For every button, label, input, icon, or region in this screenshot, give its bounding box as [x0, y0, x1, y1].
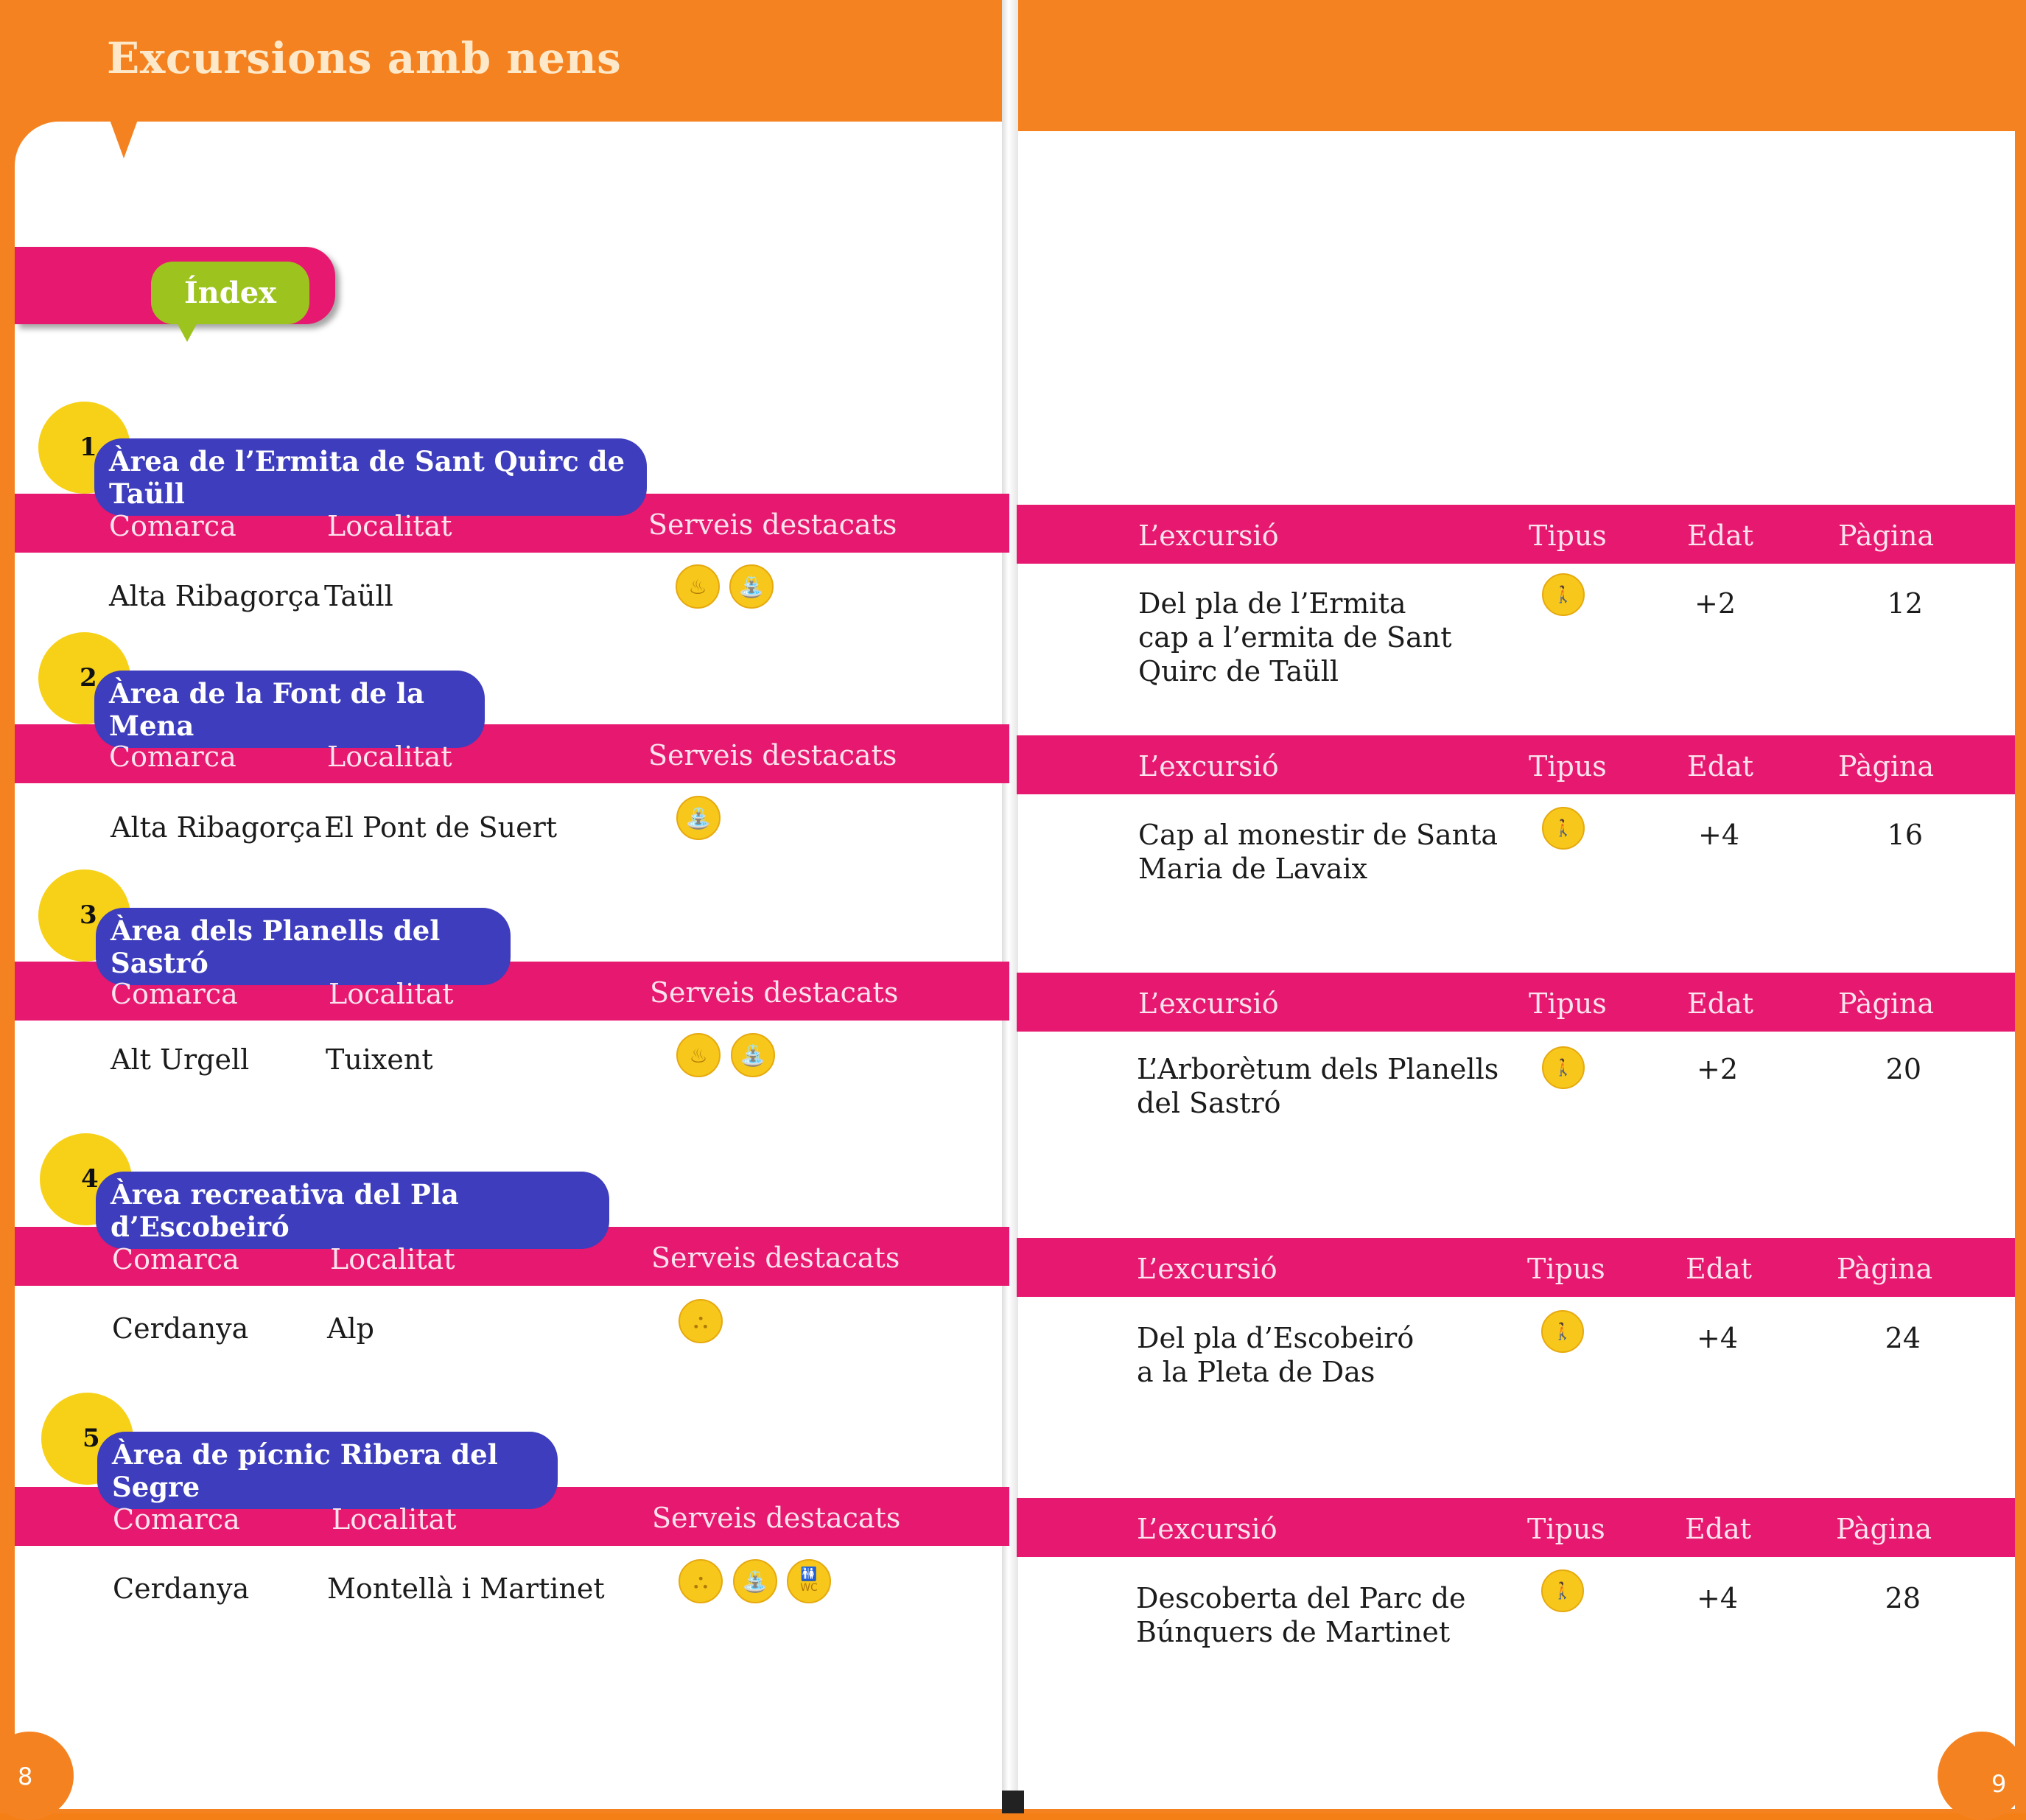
column-header-comarca: Comarca: [109, 510, 236, 542]
area-number: 3: [80, 900, 97, 930]
column-header-pagina: Pàgina: [1838, 987, 1935, 1020]
excursio-line: del Sastró: [1137, 1087, 1281, 1119]
area-number: 1: [80, 433, 97, 462]
page-number-right: 9: [1991, 1770, 2007, 1798]
barbecue-icon: ♨: [676, 564, 720, 609]
area-name: Àrea de l’Ermita de Sant Quirc de Taüll: [94, 438, 647, 516]
column-header-edat: Edat: [1686, 1253, 1752, 1285]
column-header-comarca: Comarca: [109, 741, 236, 773]
column-header-edat: Edat: [1685, 1513, 1751, 1545]
column-header-excursio: L’excursió: [1138, 987, 1279, 1020]
index-label-tail: [177, 323, 197, 342]
column-header-tipus: Tipus: [1527, 1513, 1605, 1545]
column-header-comarca: Comarca: [111, 978, 238, 1010]
excursio-line: Cap al monestir de Santa: [1138, 819, 1499, 851]
excursio-line: Del pla d’Escobeiró: [1137, 1322, 1415, 1354]
column-header-localitat: Localitat: [329, 978, 454, 1010]
excursio-line: a la Pleta de Das: [1137, 1356, 1375, 1388]
wc-icon: 🚻 WC: [787, 1559, 831, 1603]
comarca-value: Alt Urgell: [111, 1043, 250, 1076]
area-name: Àrea dels Planells del Sastró: [96, 908, 511, 985]
localitat-value: Taüll: [324, 580, 393, 612]
localitat-value: Montellà i Martinet: [327, 1572, 605, 1605]
title-tail: [109, 118, 139, 158]
index-label: Índex: [151, 262, 309, 324]
right-page: [1013, 131, 2015, 1809]
column-header-serveis: Serveis destacats: [651, 1242, 900, 1274]
page-title: Excursions amb nens: [107, 33, 622, 83]
fountain-icon: ⛲: [676, 796, 721, 840]
excursio-line: cap a l’ermita de Sant: [1138, 621, 1452, 654]
column-header-localitat: Localitat: [327, 741, 452, 773]
area-name: Àrea de pícnic Ribera del Segre: [97, 1432, 558, 1509]
barbecue-icon: ♨: [676, 1033, 721, 1077]
column-header-edat: Edat: [1687, 750, 1753, 783]
binding-shadow: [1002, 1791, 1024, 1813]
column-header-serveis: Serveis destacats: [648, 739, 897, 771]
column-header-excursio: L’excursió: [1138, 750, 1279, 783]
column-header-pagina: Pàgina: [1837, 1253, 1933, 1285]
localitat-value: Tuixent: [326, 1043, 433, 1076]
pagina-value: 20: [1885, 1053, 1921, 1085]
page-number-left: 8: [18, 1763, 33, 1791]
area-name: Àrea recreativa del Pla d’Escobeiró: [96, 1172, 609, 1249]
fountain-icon: ⛲: [731, 1033, 775, 1077]
excursio-line: L’Arborètum dels Planells: [1137, 1053, 1499, 1085]
column-header-tipus: Tipus: [1527, 1253, 1605, 1285]
pagina-value: 16: [1887, 819, 1923, 851]
edat-value: +2: [1697, 1053, 1739, 1085]
column-header-localitat: Localitat: [332, 1503, 457, 1536]
area-number: 4: [81, 1164, 99, 1194]
fountain-icon: ⛲: [729, 564, 774, 609]
column-header-serveis: Serveis destacats: [648, 508, 897, 541]
column-header-edat: Edat: [1687, 519, 1753, 552]
column-header-pagina: Pàgina: [1836, 1513, 1932, 1545]
column-header-excursio: L’excursió: [1137, 1253, 1277, 1285]
column-header-tipus: Tipus: [1529, 987, 1607, 1020]
edat-value: +4: [1697, 1322, 1739, 1354]
column-header-tipus: Tipus: [1529, 519, 1607, 552]
area-number: 5: [83, 1424, 100, 1453]
pagina-value: 28: [1885, 1582, 1921, 1614]
pagina-value: 12: [1887, 587, 1923, 620]
column-header-comarca: Comarca: [112, 1243, 239, 1275]
excursio-line: Del pla de l’Ermita: [1138, 587, 1406, 620]
excursio-line: Maria de Lavaix: [1138, 853, 1368, 885]
area-number: 2: [80, 663, 97, 693]
family-hiking-icon: 🚶: [1541, 1310, 1584, 1353]
comarca-value: Cerdanya: [112, 1312, 249, 1345]
excursio-line: Quirc de Taüll: [1138, 655, 1339, 687]
fountain-icon: ⛲: [733, 1559, 777, 1603]
family-hiking-icon: 🚶: [1542, 807, 1585, 850]
edat-value: +4: [1697, 1582, 1739, 1614]
column-header-edat: Edat: [1687, 987, 1753, 1020]
edat-value: +2: [1694, 587, 1736, 620]
column-header-pagina: Pàgina: [1838, 750, 1935, 783]
family-hiking-icon: 🚶: [1542, 573, 1585, 616]
column-header-pagina: Pàgina: [1838, 519, 1935, 552]
comarca-value: Alta Ribagorça: [111, 811, 322, 844]
comarca-value: Cerdanya: [113, 1572, 250, 1605]
column-header-localitat: Localitat: [327, 510, 452, 542]
pagina-value: 24: [1885, 1322, 1921, 1354]
column-header-excursio: L’excursió: [1138, 519, 1279, 552]
area-name: Àrea de la Font de la Mena: [94, 671, 485, 748]
family-hiking-icon: 🚶: [1542, 1046, 1585, 1089]
page-corner-right: [1938, 1732, 2026, 1820]
edat-value: +4: [1698, 819, 1740, 851]
localitat-value: El Pont de Suert: [324, 811, 558, 844]
excursio-line: Descoberta del Parc de: [1136, 1582, 1466, 1614]
comarca-value: Alta Ribagorça: [109, 580, 320, 612]
column-header-serveis: Serveis destacats: [652, 1502, 901, 1534]
column-header-comarca: Comarca: [113, 1503, 240, 1536]
playground-icon: ⛬: [679, 1559, 723, 1603]
playground-icon: ⛬: [679, 1299, 723, 1343]
column-header-localitat: Localitat: [330, 1243, 455, 1275]
localitat-value: Alp: [327, 1312, 374, 1345]
column-header-tipus: Tipus: [1529, 750, 1607, 783]
column-header-serveis: Serveis destacats: [650, 976, 899, 1009]
family-hiking-icon: 🚶: [1541, 1569, 1584, 1612]
excursio-line: Búnquers de Martinet: [1136, 1616, 1451, 1648]
wc-label: WC: [800, 1582, 818, 1594]
column-header-excursio: L’excursió: [1137, 1513, 1277, 1545]
